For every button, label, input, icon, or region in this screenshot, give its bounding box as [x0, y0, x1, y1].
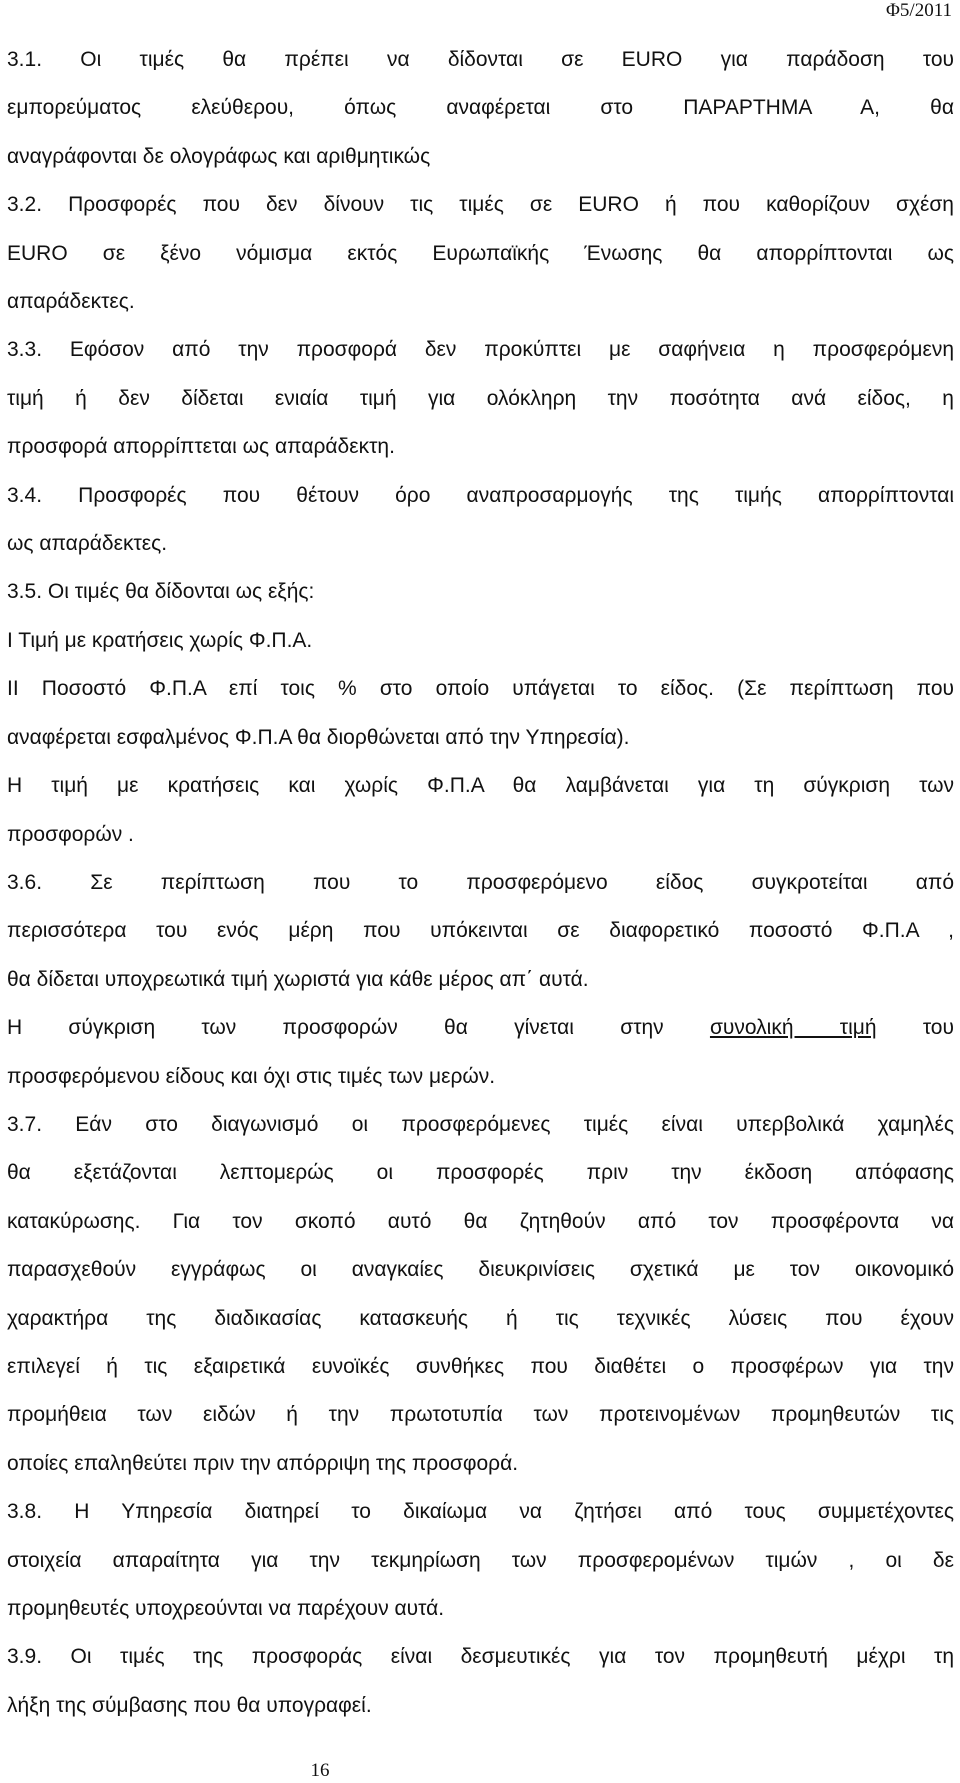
section-3-3 [7, 326, 954, 471]
text-line: EURO σε ξένο νόμισμα εκτός Ευρωπαϊκής Ένωσης θα απορρίπτονται ως [7, 241, 954, 265]
text-line: 3.4. Προσφορές που θέτουν όρο αναπροσαρμογής της τιμής απορρίπτονται [7, 483, 954, 507]
text-line: απαράδεκτες. [7, 290, 135, 314]
text-line: προσφερόμενου είδους και όχι στις τιμές των μερών. [7, 1064, 496, 1088]
text-line: περισσότερα του ενός μέρη που υπόκεινται σε διαφορετικό ποσοστό Φ.Π.Α , [7, 919, 954, 943]
text-line: τιμή ή δεν δίδεται ενιαία τιμή για ολόκληρη την ποσότητα ανά είδος, η [7, 386, 954, 410]
section-3-7 [7, 1101, 954, 1488]
text-line: θα εξετάζονται λεπτομερώς οι προσφορές πριν την έκδοση απόφασης [7, 1161, 954, 1185]
section-3-1 [7, 36, 954, 181]
section-3-6 [7, 859, 954, 1101]
text-line: ΙΙ Ποσοστό Φ.Π.Α επί τοις % στο οποίο υπάγεται το είδος. (Σε περίπτωση που [7, 677, 954, 701]
section-3-8 [7, 1488, 954, 1633]
text-line: θα δίδεται υποχρεωτικά τιμή χωριστά για κάθε μέρος απ΄ αυτά. [7, 967, 589, 991]
text-fragment: Η σύγκριση των προσφορών θα γίνεται στην [7, 1016, 664, 1040]
text-line: 3.1. Οι τιμές θα πρέπει να δίδονται σε EURO για παράδοση του [7, 48, 954, 71]
text-line: 3.3. Εφόσον από την προσφορά δεν προκύπτει με σαφήνεια η προσφερόμενη [7, 338, 954, 362]
text-line: 3.8. Η Υπηρεσία διατηρεί το δικαίωμα να ζητήσει από τους συμμετέχοντες [7, 1500, 954, 1524]
text-line: προμηθευτές υποχρεούνται να παρέχουν αυτά. [7, 1597, 445, 1620]
page-number: 16 [310, 1760, 330, 1781]
text-line: προμήθεια των ειδών ή την πρωτοτυπία των προτεινομένων προμηθευτών τις [7, 1403, 954, 1427]
emphasis-underlined: συνολική τιμή [709, 1016, 877, 1040]
text-line: 3.2. Προσφορές που δεν δίνουν τις τιμές σε EURO ή που καθορίζουν σχέση [7, 193, 954, 217]
text-line: κατακύρωσης. Για τον σκοπό αυτό θα ζητηθούν από τον προσφέροντα να [7, 1209, 954, 1233]
text-line: 3.5. Οι τιμές θα δίδονται ως εξής: [7, 580, 315, 604]
text-line: ως απαράδεκτες. [7, 532, 168, 556]
text-line: στοιχεία απαραίτητα για την τεκμηρίωση των προσφερομένων τιμών , οι δε [7, 1548, 954, 1572]
section-3-9 [7, 1633, 954, 1730]
text-line: παρασχεθούν εγγράφως οι αναγκαίες διευκρινίσεις σχετικά με τον οικονομικό [7, 1258, 954, 1282]
section-3-2 [7, 181, 954, 326]
text-line: προσφορά απορρίπτεται ως απαράδεκτη. [7, 435, 395, 459]
text-line: χαρακτήρα της διαδικασίας κατασκευής ή τις τεχνικές λύσεις που έχουν [7, 1306, 954, 1330]
section-3-5 [7, 568, 954, 858]
text-line [7, 1004, 954, 1052]
text-fragment: του [922, 1016, 954, 1040]
section-3-4 [7, 472, 954, 569]
text-line: προσφορών . [7, 822, 134, 846]
document-body [7, 36, 954, 1730]
text-line: 3.9. Οι τιμές της προσφοράς είναι δεσμευτικές για τον προμηθευτή μέχρι τη [7, 1645, 954, 1669]
text-line: εμπορεύματος ελεύθερου, όπως αναφέρεται στο ΠΑΡΑΡΤΗΜΑ Α, θα [7, 96, 954, 120]
text-line: αναφέρεται εσφαλμένος Φ.Π.Α θα διορθώνεται από την Υπηρεσία). [7, 725, 630, 749]
text-line: 3.6. Σε περίπτωση που το προσφερόμενο είδος συγκροτείται από [7, 870, 954, 894]
text-line: αναγράφονται δε ολογράφως και αριθμητικώς [7, 144, 431, 168]
text-line: οποίες επαληθεύτει πριν την απόρριψη της προσφορά. [7, 1451, 519, 1475]
text-line: Η τιμή με κρατήσεις και χωρίς Φ.Π.Α θα λαμβάνεται για τη σύγκριση των [7, 774, 954, 798]
text-line: επιλεγεί ή τις εξαιρετικά ευνοϊκές συνθήκες που διαθέτει ο προσφέρων για την [7, 1354, 954, 1378]
document-code: Φ5/2011 [886, 0, 952, 21]
text-line: λήξη της σύμβασης που θα υπογραφεί. [7, 1693, 372, 1717]
text-line: 3.7. Εάν στο διαγωνισμό οι προσφερόμενες τιμές είναι υπερβολικά χαμηλές [7, 1112, 954, 1136]
text-line: Ι Τιμή με κρατήσεις χωρίς Φ.Π.Α. [7, 628, 313, 652]
